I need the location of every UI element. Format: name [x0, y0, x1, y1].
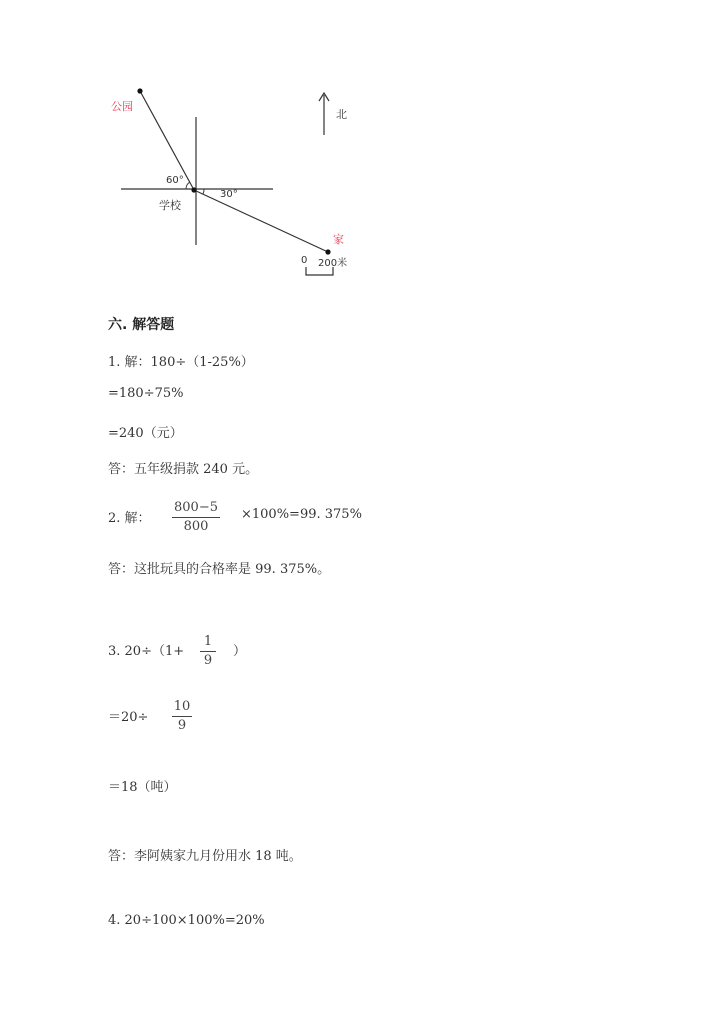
school-point — [191, 187, 196, 192]
q2-answer: 答：这批玩具的合格率是 99. 375%。 — [108, 562, 331, 577]
q3-fraction-1-bar — [200, 651, 216, 652]
angle-arc-home — [203, 189, 204, 194]
angle-label-park: 60° — [166, 175, 184, 186]
q2-suffix: ×100%=99. 375% — [241, 507, 362, 522]
q2-fraction — [172, 500, 220, 535]
q1-answer: 答：五年级捐款 240 元。 — [108, 462, 259, 477]
school-to-home-line — [194, 190, 328, 252]
q3-fraction-2 — [172, 699, 192, 734]
q3-line1-prefix: 3. 20÷（1+ — [108, 644, 185, 659]
north-label: 北 — [336, 108, 347, 121]
section-title: 六. 解答题 — [108, 317, 175, 333]
q3-line2-prefix: ＝20÷ — [108, 710, 149, 725]
q1-line3: =240（元） — [108, 426, 183, 441]
q2-fraction-denominator: 800 — [183, 519, 209, 534]
q3-fraction-2-numerator: 10 — [173, 699, 191, 714]
q3-fraction-2-bar — [172, 716, 192, 717]
q3-fraction-1 — [200, 634, 216, 669]
angle-arc-park — [186, 182, 190, 189]
park-label: 公园 — [111, 100, 133, 113]
q1-line1: 1. 解：180÷（1-25%） — [108, 355, 254, 370]
scale-length-label: 200米 — [318, 258, 348, 269]
home-label: 家 — [333, 233, 344, 246]
q3-answer: 答：李阿姨家九月份用水 18 吨。 — [108, 849, 302, 864]
q3-fraction-1-denominator: 9 — [203, 653, 213, 668]
q4-line1: 4. 20÷100×100%=20% — [108, 913, 265, 928]
park-point — [137, 88, 142, 93]
q3-fraction-2-denominator: 9 — [177, 718, 187, 733]
q2-fraction-numerator: 800−5 — [174, 500, 218, 515]
angle-label-home: 30° — [220, 189, 238, 200]
q1-line2: =180÷75% — [108, 386, 184, 401]
q3-line1-close: ） — [233, 644, 247, 659]
school-label: 学校 — [159, 199, 181, 212]
scale-zero-label: 0 — [301, 255, 308, 266]
q2-fraction-bar — [172, 517, 220, 518]
direction-map-diagram — [0, 0, 720, 300]
q3-line3: ＝18（吨） — [108, 780, 177, 795]
q2-prefix: 2. 解： — [108, 511, 151, 526]
q3-fraction-1-numerator: 1 — [203, 634, 213, 649]
